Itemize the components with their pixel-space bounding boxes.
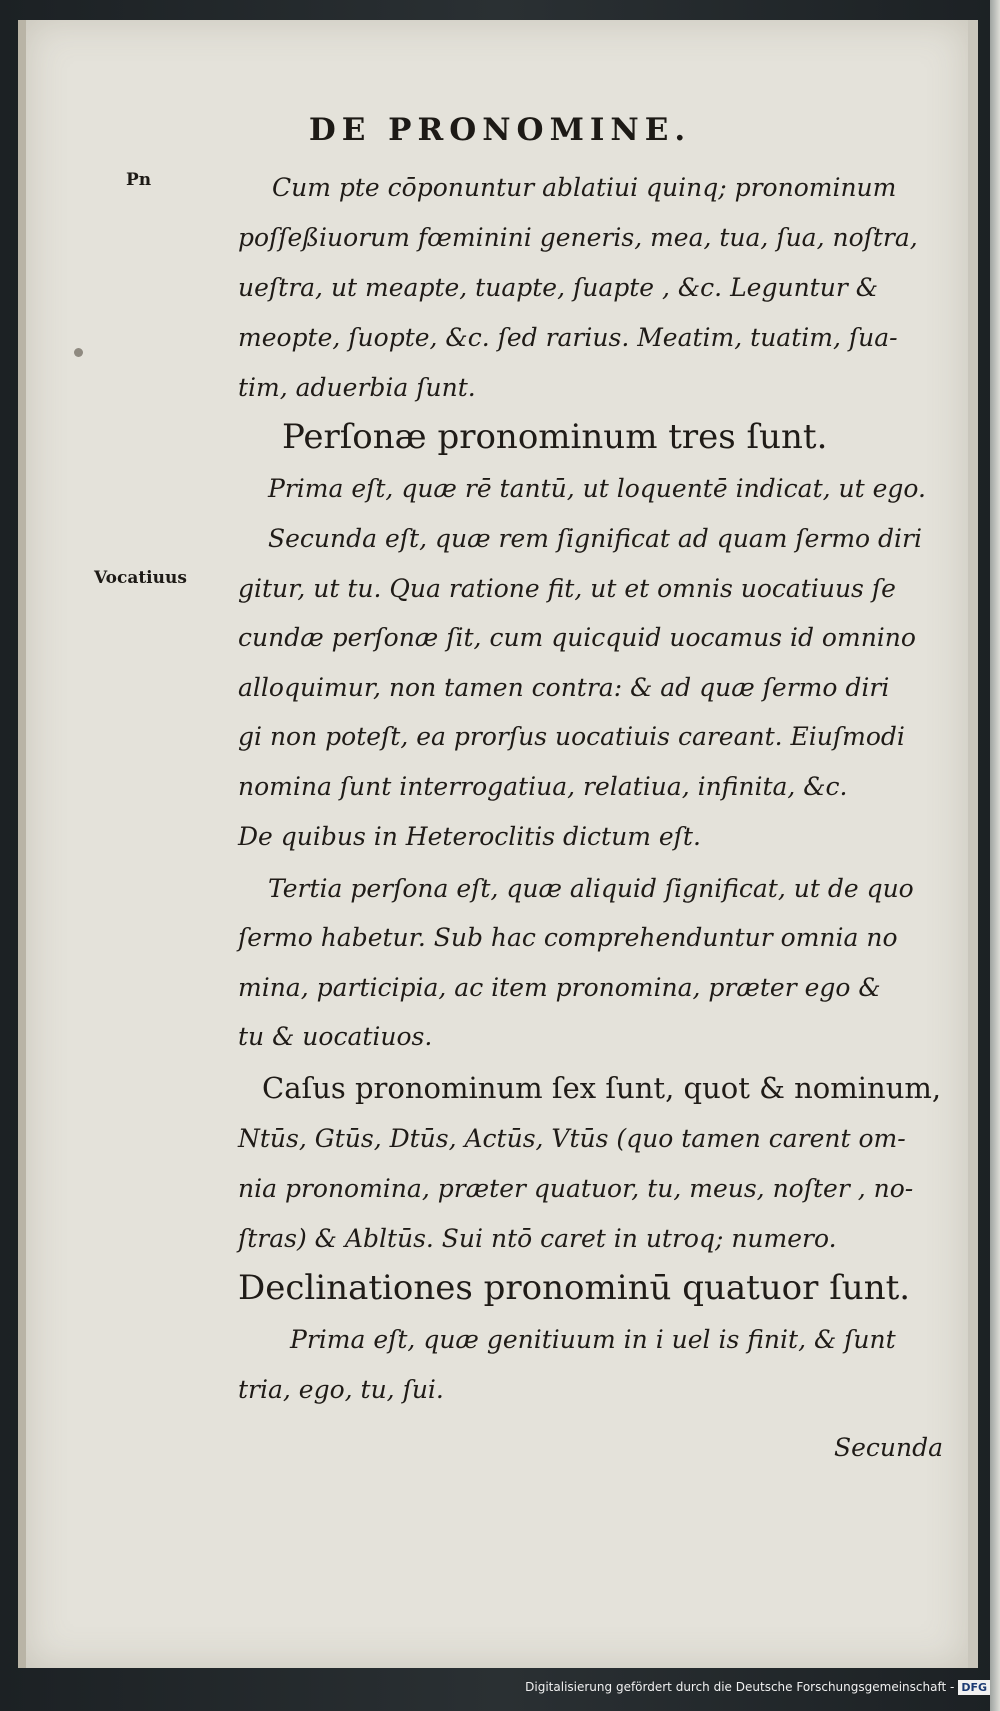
text-line: gitur, ut tu. Qua ratione fit, ut et omnis uocatiuus ſe bbox=[238, 574, 896, 603]
section-heading: Declinationes pronominū quatuor ſunt. bbox=[238, 1268, 911, 1308]
section-heading: Perſonæ pronominum tres ſunt. bbox=[282, 417, 828, 457]
text-line: meopte, ſuopte, &c. ſed rarius. Meatim, tuatim, ſua- bbox=[238, 323, 898, 352]
dfg-logo: DFG bbox=[958, 1680, 990, 1695]
section-heading: Caſus pronominum ſex ſunt, quot & nominum, bbox=[262, 1071, 942, 1105]
text-line: ſermo habetur. Sub hac comprehenduntur omnia no bbox=[238, 923, 898, 952]
text-line: ueſtra, ut meapte, tuapte, ſuapte , &c. Leguntur & bbox=[238, 273, 878, 302]
text-line: tim, aduerbia ſunt. bbox=[238, 373, 476, 402]
text-line: tria, ego, tu, ſui. bbox=[238, 1375, 444, 1404]
text-line: nia pronomina, præter quatuor, tu, meus, noſter , no- bbox=[238, 1174, 914, 1203]
text-line: Cum pte cōponuntur ablatiui quinq; pronominum bbox=[272, 173, 897, 202]
text-line: alloquimur, non tamen contra: & ad quæ ſermo diri bbox=[238, 673, 890, 702]
text-line: Secunda eſt, quæ rem ſignificat ad quam ſermo diri bbox=[268, 524, 923, 553]
running-head: DE PRONOMINE. bbox=[308, 112, 692, 148]
margin-note-vocatiuus: Vocatiuus bbox=[94, 568, 187, 588]
text-line: De quibus in Heteroclitis dictum eſt. bbox=[238, 822, 701, 851]
text-line: Tertia perſona eſt, quæ aliquid ſignificat, ut de quo bbox=[268, 874, 914, 903]
margin-note-pn: Pn bbox=[126, 170, 152, 190]
text-line: mina, participia, ac item pronomina, præter ego & bbox=[238, 973, 881, 1002]
text-line: Prima eſt, quæ rē tantū, ut loquentē indicat, ut ego. bbox=[268, 474, 926, 503]
text-line: poſſeßiuorum fœminini generis, mea, tua, ſua, noſtra, bbox=[238, 223, 918, 252]
text-line: cundæ perſonæ ſit, cum quicquid uocamus id omnino bbox=[238, 623, 916, 652]
footer-text: Digitalisierung gefördert durch die Deutsche Forschungsgemeinschaft - bbox=[525, 1680, 955, 1694]
text-line: ſtras) & Abltūs. Sui ntō caret in utroq; numero. bbox=[238, 1224, 837, 1253]
paper-stain bbox=[74, 348, 83, 357]
page-edge bbox=[990, 0, 1000, 1711]
text-line: Ntūs, Gtūs, Dtūs, Actūs, Vtūs (quo tamen carent om- bbox=[238, 1124, 906, 1153]
text-line: Prima eſt, quæ genitiuum in i uel is finit, & ſunt bbox=[290, 1325, 896, 1354]
text-line: gi non poteſt, ea prorſus uocatiuis careant. Eiuſmodi bbox=[238, 722, 905, 751]
catchword: Secunda bbox=[834, 1433, 944, 1462]
digitization-footer bbox=[0, 1680, 990, 1695]
text-line: nomina ſunt interrogatiua, relatiua, infinita, &c. bbox=[238, 772, 848, 801]
text-line: tu & uocatiuos. bbox=[238, 1022, 433, 1051]
